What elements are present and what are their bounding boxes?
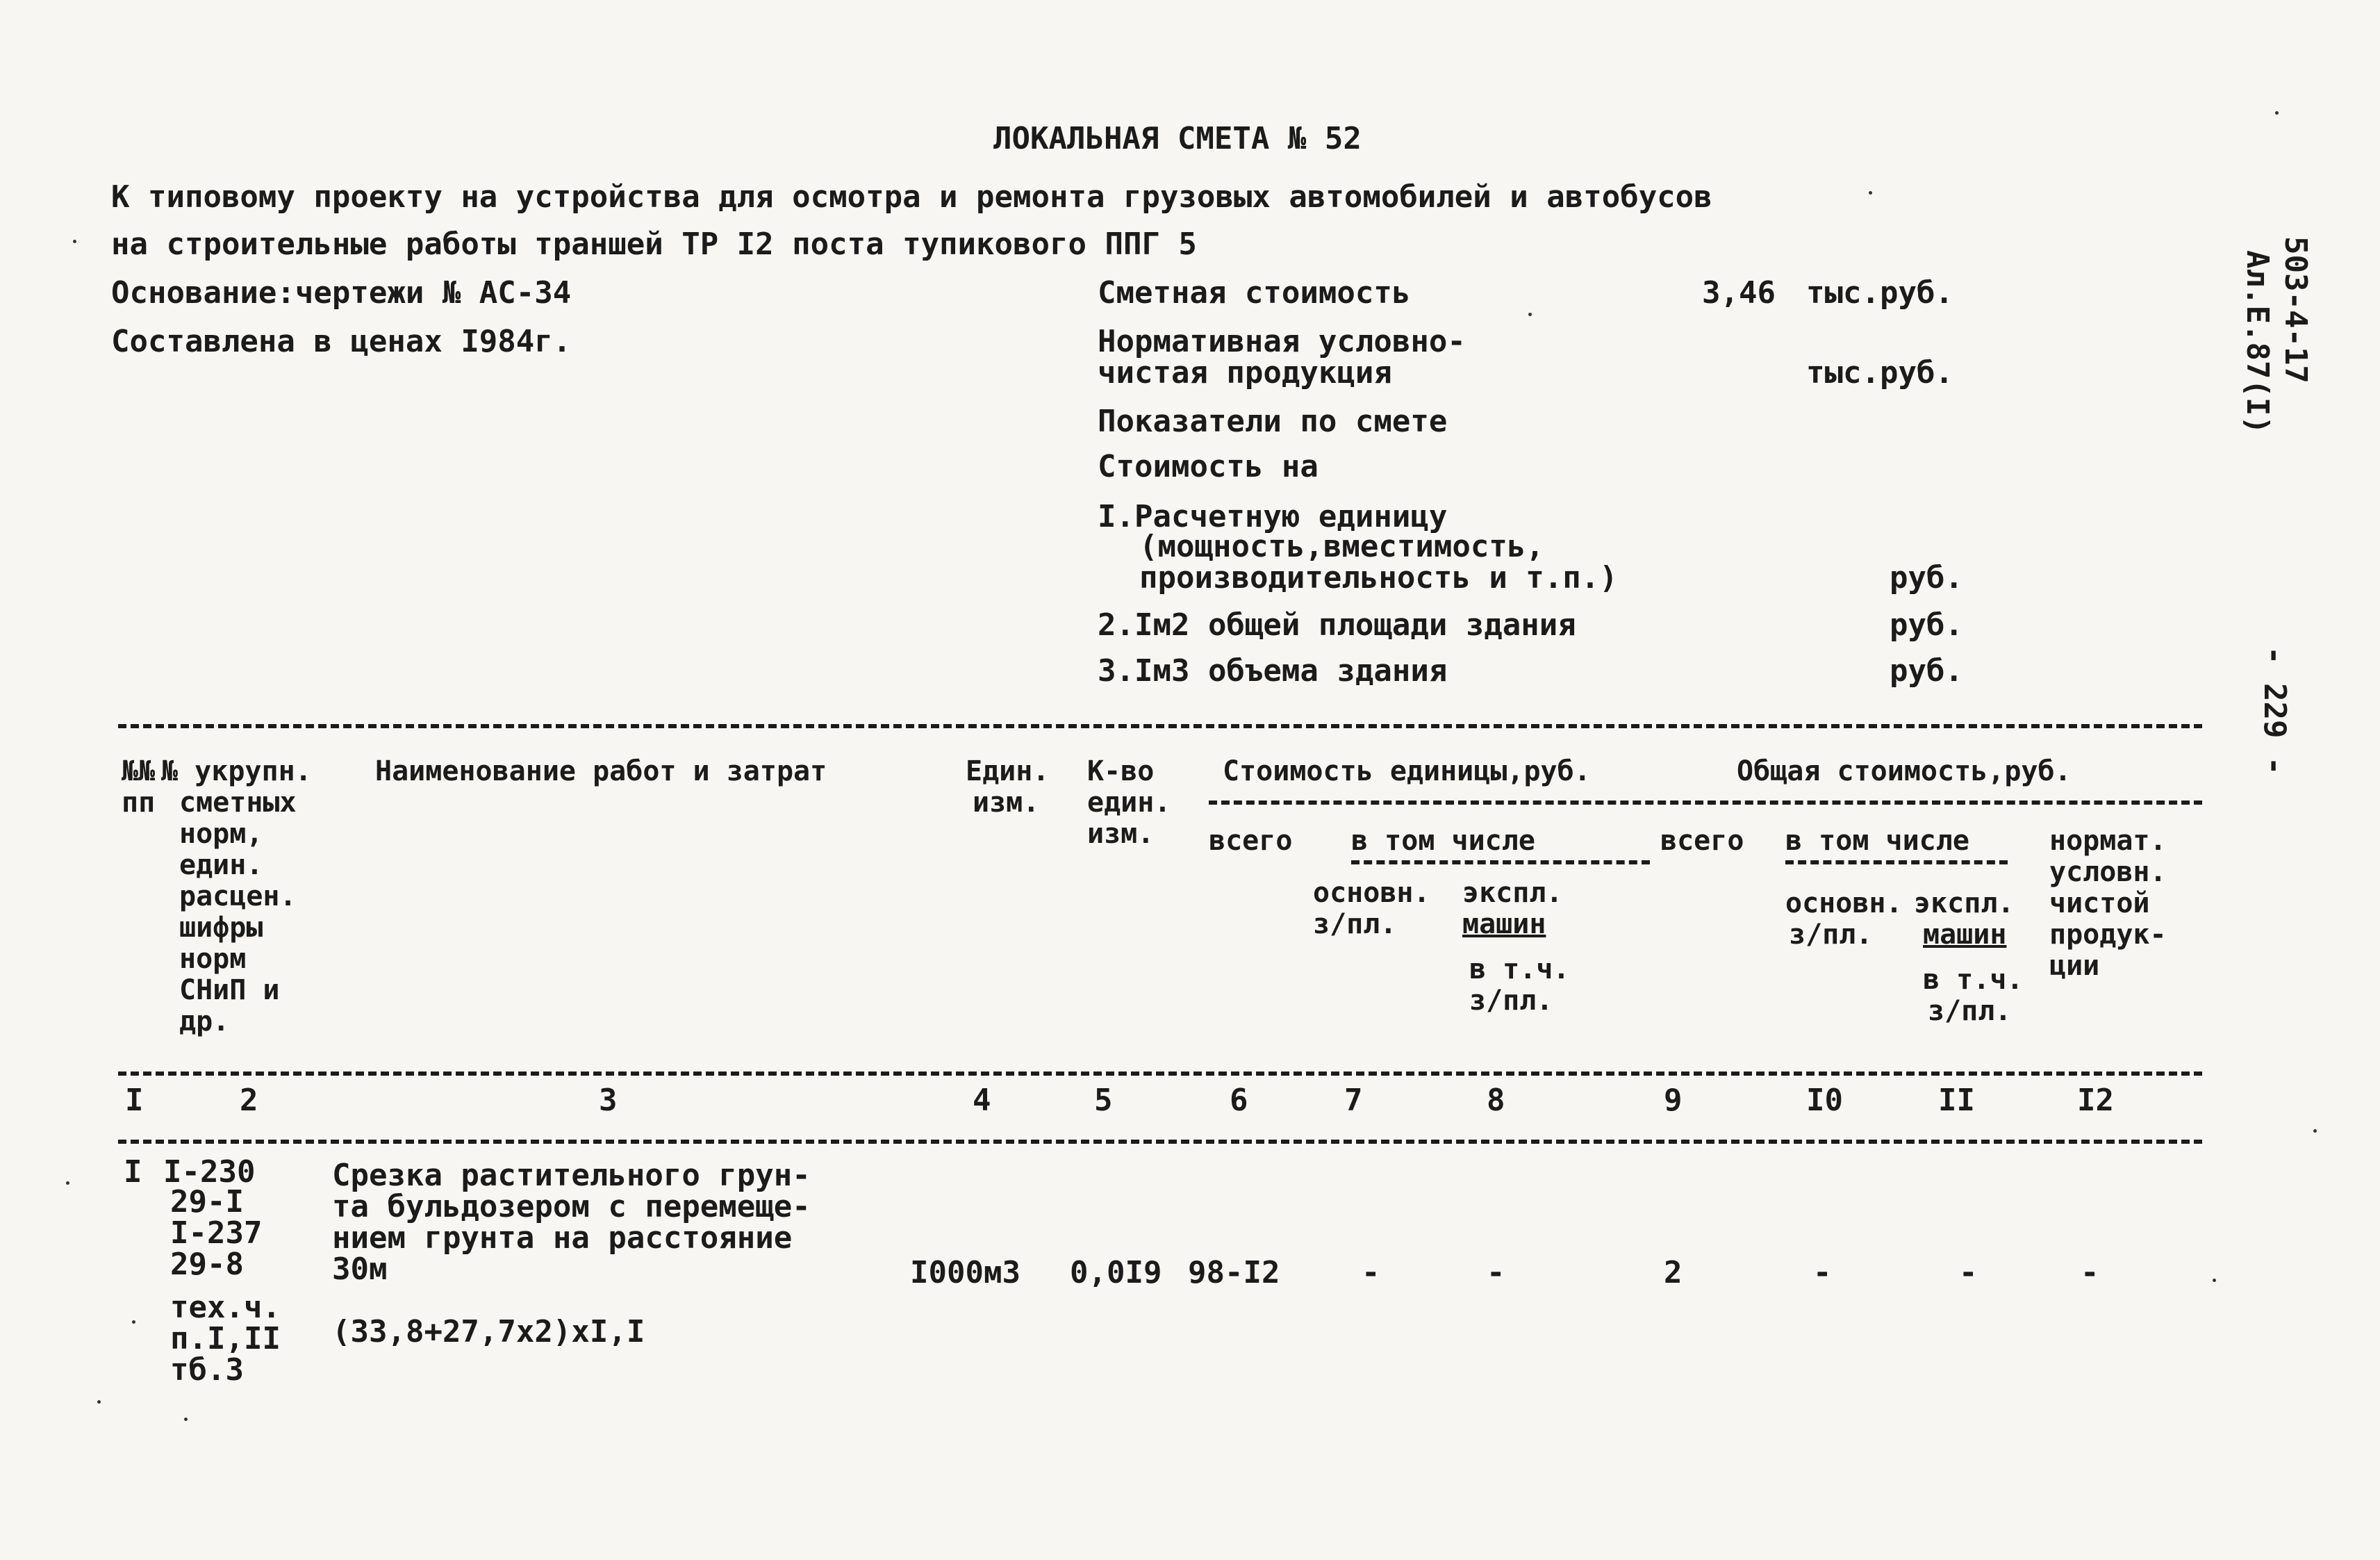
scan-speck [132,1320,135,1324]
prices-line: Составлена в ценах I984г. [111,324,572,359]
row-code-5: тех.ч. [170,1290,281,1325]
col4-header-2: изм. [973,787,1040,819]
unit-base-header-1: основн. [1313,877,1430,909]
colnum-6: 6 [1230,1083,1248,1118]
row-c9: 2 [1664,1255,1683,1290]
unit-incl-header: в том числе [1351,825,1535,857]
scan-speck [73,240,76,243]
colnum-11: II [1938,1083,1975,1118]
colnum-9: 9 [1664,1083,1683,1118]
norm-label-1: Нормативная условно- [1098,324,1466,359]
scan-speck [1869,191,1872,195]
row-number: I [124,1154,142,1190]
col2-header-6: шифры [179,912,263,944]
cost-unit: тыс.руб. [1806,275,1953,311]
item2-unit: руб. [1890,607,1963,643]
col2-header-2: сметных [179,787,297,819]
colnum-8: 8 [1487,1083,1505,1118]
row-c7: - [1362,1255,1380,1290]
row-c10: - [1813,1255,1832,1290]
unit-mach-header-2: машин [1462,908,1546,940]
total-all-header: всего [1660,825,1744,857]
cost-value: 3,46 [1702,275,1776,311]
rule-top [118,724,2202,728]
norm-header-3: чистой [2049,887,2150,919]
col1-header-1: №№ [122,755,156,787]
row-desc-2: та бульдозером с перемеще- [332,1189,811,1224]
scan-speck [66,1181,69,1185]
norm-header-2: условн. [2049,856,2167,888]
total-mach-header-1: экспл. [1914,887,2015,919]
total-mach-header-3: в т.ч. [1923,964,2024,996]
col5-header-1: К-во [1087,755,1155,787]
unit-base-header-2: з/пл. [1313,908,1397,940]
col2-header-9: др. [179,1005,230,1037]
total-mach-header-4: з/пл. [1928,995,2012,1027]
unit-all-header: всего [1209,825,1293,857]
colnum-12: I2 [2077,1083,2114,1118]
basis-line: Основание:чертежи № АС-34 [111,275,572,311]
item2-line: 2.Iм2 общей площади здания [1098,607,1576,643]
scan-speck [2313,1129,2317,1133]
row-code-6: п.I,II [170,1321,281,1356]
row-code-2: 29-I [170,1184,244,1220]
indicators-label: Показатели по смете [1098,404,1448,439]
scan-speck [184,1418,188,1421]
scan-speck [2213,1279,2216,1282]
row-unit: I000м3 [910,1255,1020,1290]
norm-header-4: продук- [2049,919,2167,951]
col2-header-3: норм, [179,818,263,850]
unit-mach-header-4: з/пл. [1469,985,1553,1017]
total-incl-header: в том числе [1785,825,1969,857]
colnum-1: I [125,1083,144,1118]
row-desc-4: 30м [332,1251,388,1287]
works-line: на строительные работы траншей ТР I2 поста тупикового ППГ 5 [111,227,1197,262]
norm-label-2: чистая продукция [1098,355,1392,391]
col3-header: Наименование работ и затрат [375,755,827,787]
col1-header-2: пп [122,787,156,819]
cost-label: Сметная стоимость [1098,275,1411,311]
col4-header-1: Един. [966,755,1050,787]
item1-line3: производительность и т.п.) [1139,560,1618,596]
item1-line1: I.Расчетную единицу [1098,499,1448,534]
norm-unit: тыс.руб. [1806,355,1953,391]
col2-header-5: расцен. [179,880,297,912]
col2-header-1: № укрупн. [161,755,312,787]
item3-unit: руб. [1890,653,1963,689]
row-qty: 0,0I9 [1070,1255,1162,1290]
margin-code-1: 503-4-17 [2278,236,2313,384]
colnum-3: 3 [599,1083,618,1118]
scan-speck [97,1400,101,1404]
colnum-7: 7 [1344,1083,1363,1118]
row-code-1: I-230 [163,1154,256,1190]
col2-header-7: норм [179,943,247,975]
row-c11: - [1959,1255,1978,1290]
col5-header-3: изм. [1087,818,1155,850]
total-base-header-1: основн. [1785,887,1903,919]
col2-header-8: СНиП и [179,974,280,1006]
row-code-3: I-237 [170,1215,263,1251]
rule-cost-subheader [1209,800,2202,805]
scan-speck [1528,313,1532,316]
col2-header-4: един. [179,849,263,881]
unit-mach-header-3: в т.ч. [1469,953,1570,985]
rule-incl-1 [1351,860,1650,864]
colnum-2: 2 [240,1083,258,1118]
colnum-4: 4 [973,1083,991,1118]
row-desc-1: Срезка растительного грун- [332,1158,811,1193]
margin-page-number: - 229 - [2257,646,2292,775]
rule-incl-2 [1785,860,2008,864]
total-base-header-2: з/пл. [1789,919,1873,951]
colnum-5: 5 [1094,1083,1113,1118]
cost-per-label: Стоимость на [1098,449,1319,484]
row-desc-3: нием грунта на расстояние [332,1220,793,1256]
document-title: ЛОКАЛЬНАЯ СМЕТА № 52 [993,121,1362,156]
norm-header-1: нормат. [2049,825,2167,857]
project-line: К типовому проекту на устройства для осмотра и ремонта грузовых автомобилей и автобусов [111,179,1712,215]
total-mach-header-2: машин [1923,919,2007,951]
margin-code-2: Ал.Е.87(I) [2240,250,2275,434]
item1-line2: (мощность,вместимость, [1139,529,1544,564]
row-c8: - [1487,1255,1505,1290]
unit-mach-header-1: экспл. [1462,877,1563,909]
item3-line: 3.Iм3 объема здания [1098,653,1448,689]
norm-header-5: ции [2049,950,2100,982]
row-code-7: тб.3 [170,1352,244,1388]
rule-header-bottom [118,1072,2202,1076]
scan-speck [2275,111,2279,115]
col5-header-2: един. [1087,787,1171,819]
row-c12: - [2081,1255,2099,1290]
row-price: 98-I2 [1188,1255,1280,1290]
item1-unit: руб. [1890,560,1963,596]
colnum-10: I0 [1806,1083,1843,1118]
rule-colnums-bottom [118,1140,2202,1144]
row-formula: (33,8+27,7х2)хI,I [332,1314,645,1349]
row-code-4: 29-8 [170,1247,244,1282]
unit-cost-header: Стоимость единицы,руб. [1223,755,1591,787]
total-cost-header: Общая стоимость,руб. [1737,755,2072,787]
